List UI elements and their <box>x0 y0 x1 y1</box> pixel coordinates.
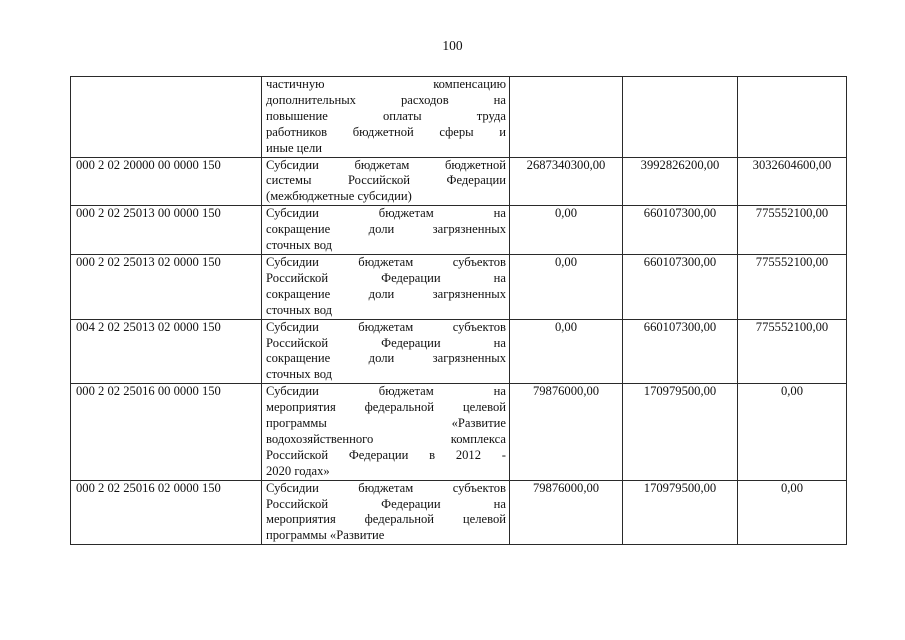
description-line: сточных вод <box>266 238 333 253</box>
table-row <box>71 206 847 255</box>
budget-code-cell <box>71 77 262 158</box>
description-line: мероприятия федеральной целевой <box>266 512 506 527</box>
amount-cell-3: 0,00 <box>738 384 847 480</box>
description-line: Российской Федерации в 2012 - <box>266 447 506 462</box>
description-line: дополнительных расходов на <box>266 92 506 107</box>
amount-cell-2: 170979500,00 <box>623 480 738 545</box>
description-line: сокращение доли загрязненных <box>266 222 506 237</box>
description-line: Российской Федерации на <box>266 270 506 285</box>
amount-cell-2: 660107300,00 <box>623 254 738 319</box>
budget-code-cell: 000 2 02 20000 00 0000 150 <box>71 157 262 206</box>
table-row <box>71 384 847 480</box>
table-row <box>71 254 847 319</box>
amount-cell-1 <box>510 77 623 158</box>
amount-cell-2: 660107300,00 <box>623 206 738 255</box>
description-line: сокращение доли загрязненных <box>266 351 506 366</box>
description-cell <box>262 206 510 255</box>
amount-cell-3: 775552100,00 <box>738 319 847 384</box>
budget-code-cell: 000 2 02 25016 00 0000 150 <box>71 384 262 480</box>
table-row <box>71 319 847 384</box>
description-line: Субсидии бюджетам субъектов <box>266 480 506 495</box>
amount-cell-1: 2687340300,00 <box>510 157 623 206</box>
amount-cell-2: 3992826200,00 <box>623 157 738 206</box>
amount-cell-1: 0,00 <box>510 254 623 319</box>
description-line: сточных вод <box>266 302 333 317</box>
amount-cell-2: 170979500,00 <box>623 384 738 480</box>
description-line: системы Российской Федерации <box>266 173 506 188</box>
budget-code-cell: 000 2 02 25016 02 0000 150 <box>71 480 262 545</box>
description-line: сточных вод <box>266 367 333 382</box>
description-cell <box>262 384 510 480</box>
table-row <box>71 77 847 158</box>
budget-table <box>70 76 847 545</box>
amount-cell-3: 3032604600,00 <box>738 157 847 206</box>
description-line: Субсидии бюджетам субъектов <box>266 254 506 269</box>
description-cell <box>262 319 510 384</box>
description-line: Субсидии бюджетам на <box>266 206 506 221</box>
table-row <box>71 157 847 206</box>
description-line: водохозяйственного комплекса <box>266 431 506 446</box>
amount-cell-2 <box>623 77 738 158</box>
description-line: 2020 годах» <box>266 463 330 478</box>
table-body <box>71 77 847 545</box>
description-line: Российской Федерации на <box>266 496 506 511</box>
page-number: 100 <box>442 38 463 53</box>
description-cell <box>262 77 510 158</box>
budget-code-cell: 000 2 02 25013 00 0000 150 <box>71 206 262 255</box>
description-line: программы «Развитие <box>266 528 385 543</box>
table-row <box>71 480 847 545</box>
description-line: Субсидии бюджетам субъектов <box>266 319 506 334</box>
description-cell <box>262 157 510 206</box>
description-cell <box>262 254 510 319</box>
description-line: (межбюджетные субсидии) <box>266 189 412 204</box>
description-line: сокращение доли загрязненных <box>266 286 506 301</box>
amount-cell-1: 0,00 <box>510 206 623 255</box>
amount-cell-3: 775552100,00 <box>738 206 847 255</box>
description-line: Субсидии бюджетам бюджетной <box>266 157 506 172</box>
description-line: частичную компенсацию <box>266 77 506 91</box>
amount-cell-1: 0,00 <box>510 319 623 384</box>
description-cell <box>262 480 510 545</box>
description-line: работников бюджетной сферы и <box>266 124 506 139</box>
amount-cell-1: 79876000,00 <box>510 480 623 545</box>
description-line: программы «Развитие <box>266 416 506 431</box>
description-line: иные цели <box>266 140 323 155</box>
description-line: Субсидии бюджетам на <box>266 384 506 399</box>
description-line: повышение оплаты труда <box>266 108 506 123</box>
budget-code-cell: 000 2 02 25013 02 0000 150 <box>71 254 262 319</box>
description-line: Российской Федерации на <box>266 335 506 350</box>
amount-cell-3 <box>738 77 847 158</box>
amount-cell-1: 79876000,00 <box>510 384 623 480</box>
amount-cell-2: 660107300,00 <box>623 319 738 384</box>
description-line: мероприятия федеральной целевой <box>266 400 506 415</box>
budget-code-cell: 004 2 02 25013 02 0000 150 <box>71 319 262 384</box>
amount-cell-3: 0,00 <box>738 480 847 545</box>
amount-cell-3: 775552100,00 <box>738 254 847 319</box>
